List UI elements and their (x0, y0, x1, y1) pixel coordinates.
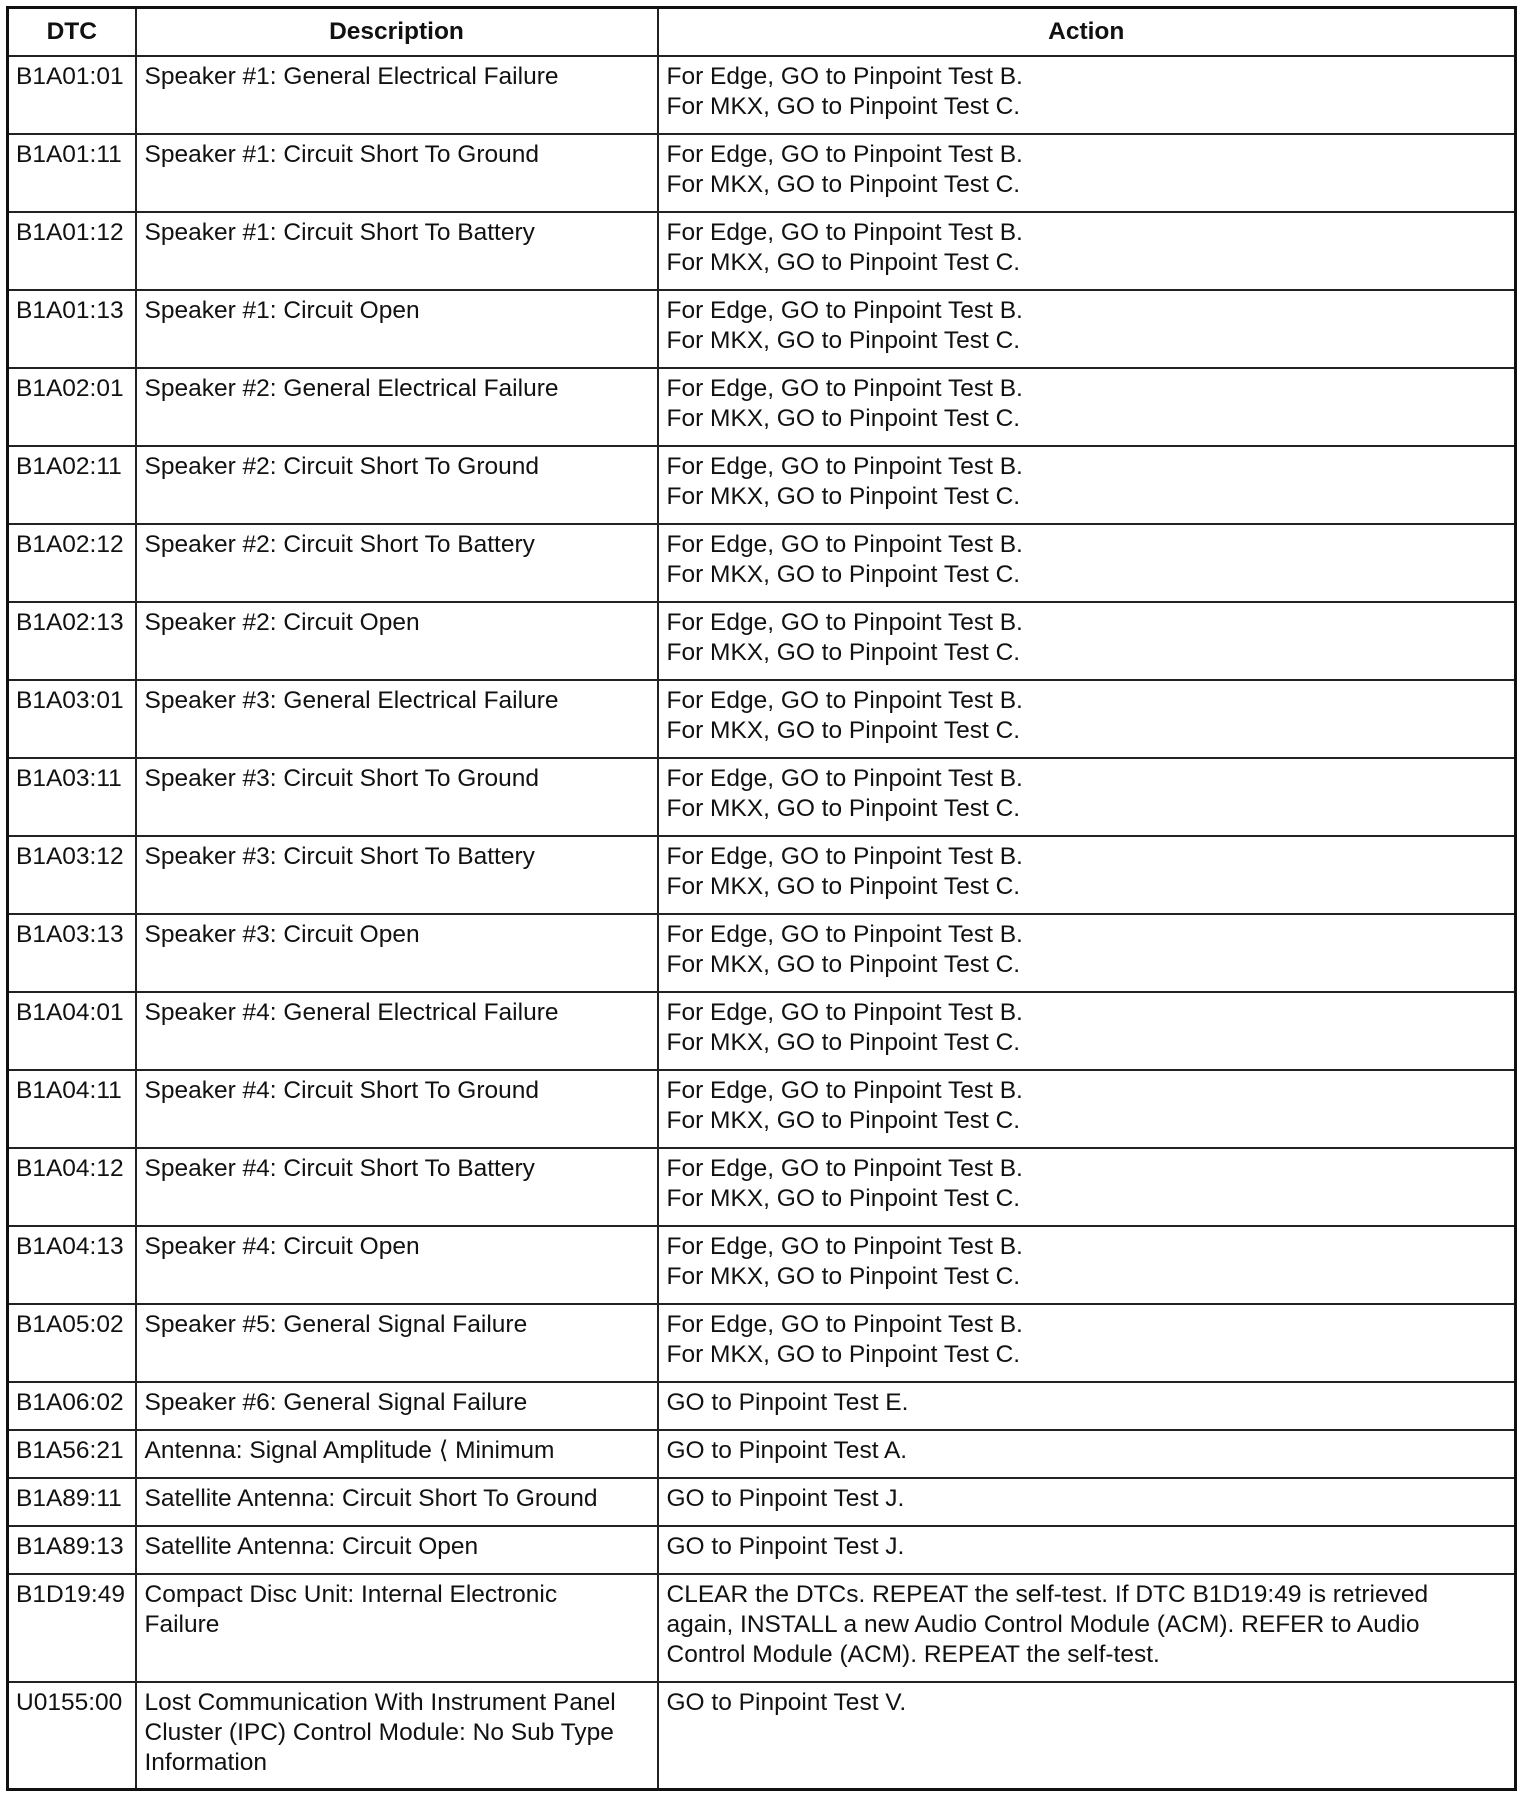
dtc-code-cell: B1A03:01 (8, 680, 136, 758)
action-cell (658, 524, 1516, 602)
action-line: Control Module (ACM). REPEAT the self-test. (666, 1640, 1160, 1668)
description-cell (136, 1682, 658, 1790)
description-cell: Speaker #3: Circuit Short To Ground (136, 758, 658, 836)
header-description: Description (136, 8, 658, 56)
action-line: For MKX, GO to Pinpoint Test C. (666, 1106, 1021, 1134)
action-line: GO to Pinpoint Test E. (666, 1388, 909, 1416)
dtc-code-cell: B1A89:11 (8, 1478, 136, 1526)
table-row (8, 680, 1516, 758)
action-cell (658, 446, 1516, 524)
table-row (8, 290, 1516, 368)
action-cell (658, 680, 1516, 758)
action-cell (658, 1304, 1516, 1382)
dtc-code-cell: B1A06:02 (8, 1382, 136, 1430)
table-row (8, 524, 1516, 602)
dtc-code-cell: B1A04:01 (8, 992, 136, 1070)
description-line: Compact Disc Unit: Internal Electronic (144, 1580, 558, 1608)
action-line: For MKX, GO to Pinpoint Test C. (666, 1184, 1021, 1212)
header-dtc: DTC (8, 8, 136, 56)
description-line: Information (144, 1748, 268, 1776)
action-line: For MKX, GO to Pinpoint Test C. (666, 1028, 1021, 1056)
action-cell (658, 758, 1516, 836)
action-line: For MKX, GO to Pinpoint Test C. (666, 1262, 1021, 1290)
action-line: For MKX, GO to Pinpoint Test C. (666, 1340, 1021, 1368)
action-line: For MKX, GO to Pinpoint Test C. (666, 716, 1021, 744)
description-cell: Satellite Antenna: Circuit Short To Ground (136, 1478, 658, 1526)
dtc-code-cell: B1D19:49 (8, 1574, 136, 1682)
description-line: Failure (144, 1610, 220, 1638)
dtc-code-cell: B1A01:13 (8, 290, 136, 368)
action-line: For Edge, GO to Pinpoint Test B. (666, 1310, 1023, 1338)
dtc-code-cell: B1A04:12 (8, 1148, 136, 1226)
table-row (8, 758, 1516, 836)
action-line: For Edge, GO to Pinpoint Test B. (666, 1076, 1023, 1104)
action-cell (658, 1226, 1516, 1304)
dtc-code-cell: B1A02:12 (8, 524, 136, 602)
description-cell: Speaker #3: Circuit Short To Battery (136, 836, 658, 914)
dtc-code-cell: B1A02:11 (8, 446, 136, 524)
action-line: For Edge, GO to Pinpoint Test B. (666, 998, 1023, 1026)
action-cell (658, 1682, 1516, 1790)
table-row (8, 992, 1516, 1070)
table-row (8, 446, 1516, 524)
table-row (8, 1148, 1516, 1226)
table-row (8, 212, 1516, 290)
description-line: Lost Communication With Instrument Panel (144, 1688, 616, 1716)
table-row (8, 134, 1516, 212)
action-line: CLEAR the DTCs. REPEAT the self-test. If DTC B1D19:49 is retrieved (666, 1580, 1429, 1608)
description-cell: Speaker #1: Circuit Short To Battery (136, 212, 658, 290)
action-line: For MKX, GO to Pinpoint Test C. (666, 560, 1021, 588)
table-row (8, 1478, 1516, 1526)
table-row (8, 1304, 1516, 1382)
description-cell: Speaker #4: General Electrical Failure (136, 992, 658, 1070)
dtc-code-cell: B1A02:13 (8, 602, 136, 680)
dtc-code-cell: B1A04:13 (8, 1226, 136, 1304)
action-cell (658, 914, 1516, 992)
table-row (8, 1430, 1516, 1478)
action-cell (658, 992, 1516, 1070)
action-cell (658, 56, 1516, 134)
action-line: For Edge, GO to Pinpoint Test B. (666, 140, 1023, 168)
action-cell (658, 836, 1516, 914)
table-row (8, 56, 1516, 134)
dtc-code-cell: B1A56:21 (8, 1430, 136, 1478)
action-line: GO to Pinpoint Test J. (666, 1484, 905, 1512)
description-cell: Speaker #2: Circuit Short To Battery (136, 524, 658, 602)
description-cell: Speaker #5: General Signal Failure (136, 1304, 658, 1382)
action-cell (658, 1526, 1516, 1574)
dtc-code-cell: B1A01:01 (8, 56, 136, 134)
table-row (8, 1682, 1516, 1790)
action-line: For Edge, GO to Pinpoint Test B. (666, 764, 1023, 792)
action-line: For MKX, GO to Pinpoint Test C. (666, 170, 1021, 198)
action-line: GO to Pinpoint Test A. (666, 1436, 908, 1464)
action-cell (658, 1070, 1516, 1148)
table-row (8, 914, 1516, 992)
table-row (8, 1574, 1516, 1682)
description-cell: Speaker #2: General Electrical Failure (136, 368, 658, 446)
action-line: For MKX, GO to Pinpoint Test C. (666, 248, 1021, 276)
description-cell (136, 1574, 658, 1682)
description-cell: Satellite Antenna: Circuit Open (136, 1526, 658, 1574)
action-line: For Edge, GO to Pinpoint Test B. (666, 686, 1023, 714)
document-page (6, 6, 1514, 1791)
dtc-code-cell: B1A01:12 (8, 212, 136, 290)
description-cell: Antenna: Signal Amplitude ⟨ Minimum (136, 1430, 658, 1478)
action-cell (658, 134, 1516, 212)
table-row (8, 368, 1516, 446)
description-cell: Speaker #4: Circuit Short To Ground (136, 1070, 658, 1148)
action-cell (658, 1478, 1516, 1526)
description-cell: Speaker #1: Circuit Open (136, 290, 658, 368)
table-row (8, 1526, 1516, 1574)
dtc-code-cell: U0155:00 (8, 1682, 136, 1790)
table-row (8, 1382, 1516, 1430)
dtc-code-cell: B1A03:12 (8, 836, 136, 914)
table-row (8, 602, 1516, 680)
action-line: For Edge, GO to Pinpoint Test B. (666, 1232, 1023, 1260)
action-line: GO to Pinpoint Test V. (666, 1688, 907, 1716)
action-line: For Edge, GO to Pinpoint Test B. (666, 218, 1023, 246)
table-row (8, 1226, 1516, 1304)
action-line: For Edge, GO to Pinpoint Test B. (666, 1154, 1023, 1182)
action-cell (658, 602, 1516, 680)
description-cell: Speaker #6: General Signal Failure (136, 1382, 658, 1430)
action-line: For MKX, GO to Pinpoint Test C. (666, 482, 1021, 510)
description-cell: Speaker #2: Circuit Short To Ground (136, 446, 658, 524)
description-cell: Speaker #4: Circuit Short To Battery (136, 1148, 658, 1226)
description-cell: Speaker #1: Circuit Short To Ground (136, 134, 658, 212)
action-line: For MKX, GO to Pinpoint Test C. (666, 950, 1021, 978)
description-cell: Speaker #2: Circuit Open (136, 602, 658, 680)
description-cell: Speaker #4: Circuit Open (136, 1226, 658, 1304)
action-line: For MKX, GO to Pinpoint Test C. (666, 794, 1021, 822)
action-line: For Edge, GO to Pinpoint Test B. (666, 296, 1023, 324)
table-body (8, 56, 1516, 1790)
action-line: For MKX, GO to Pinpoint Test C. (666, 404, 1021, 432)
action-line: For MKX, GO to Pinpoint Test C. (666, 638, 1021, 666)
action-line: For MKX, GO to Pinpoint Test C. (666, 872, 1021, 900)
action-line: For Edge, GO to Pinpoint Test B. (666, 452, 1023, 480)
dtc-code-cell: B1A01:11 (8, 134, 136, 212)
description-cell: Speaker #3: General Electrical Failure (136, 680, 658, 758)
action-line: For Edge, GO to Pinpoint Test B. (666, 608, 1023, 636)
table-row (8, 836, 1516, 914)
dtc-table (6, 6, 1517, 1791)
action-line: For Edge, GO to Pinpoint Test B. (666, 530, 1023, 558)
action-line: For Edge, GO to Pinpoint Test B. (666, 374, 1023, 402)
table-row (8, 1070, 1516, 1148)
dtc-code-cell: B1A02:01 (8, 368, 136, 446)
action-line: again, INSTALL a new Audio Control Module (ACM). REFER to Audio (666, 1610, 1420, 1638)
action-line: For Edge, GO to Pinpoint Test B. (666, 920, 1023, 948)
dtc-code-cell: B1A04:11 (8, 1070, 136, 1148)
action-line: For Edge, GO to Pinpoint Test B. (666, 62, 1023, 90)
action-line: For MKX, GO to Pinpoint Test C. (666, 92, 1021, 120)
header-action: Action (658, 8, 1516, 56)
action-cell (658, 368, 1516, 446)
action-cell (658, 1382, 1516, 1430)
description-line: Cluster (IPC) Control Module: No Sub Type (144, 1718, 614, 1746)
action-cell (658, 1574, 1516, 1682)
description-cell: Speaker #1: General Electrical Failure (136, 56, 658, 134)
action-cell (658, 1148, 1516, 1226)
action-line: For MKX, GO to Pinpoint Test C. (666, 326, 1021, 354)
action-line: GO to Pinpoint Test J. (666, 1532, 905, 1560)
action-cell (658, 1430, 1516, 1478)
dtc-code-cell: B1A03:13 (8, 914, 136, 992)
dtc-code-cell: B1A89:13 (8, 1526, 136, 1574)
action-cell (658, 212, 1516, 290)
action-cell (658, 290, 1516, 368)
description-cell: Speaker #3: Circuit Open (136, 914, 658, 992)
action-line: For Edge, GO to Pinpoint Test B. (666, 842, 1023, 870)
table-header-row (8, 8, 1516, 56)
dtc-code-cell: B1A05:02 (8, 1304, 136, 1382)
dtc-code-cell: B1A03:11 (8, 758, 136, 836)
